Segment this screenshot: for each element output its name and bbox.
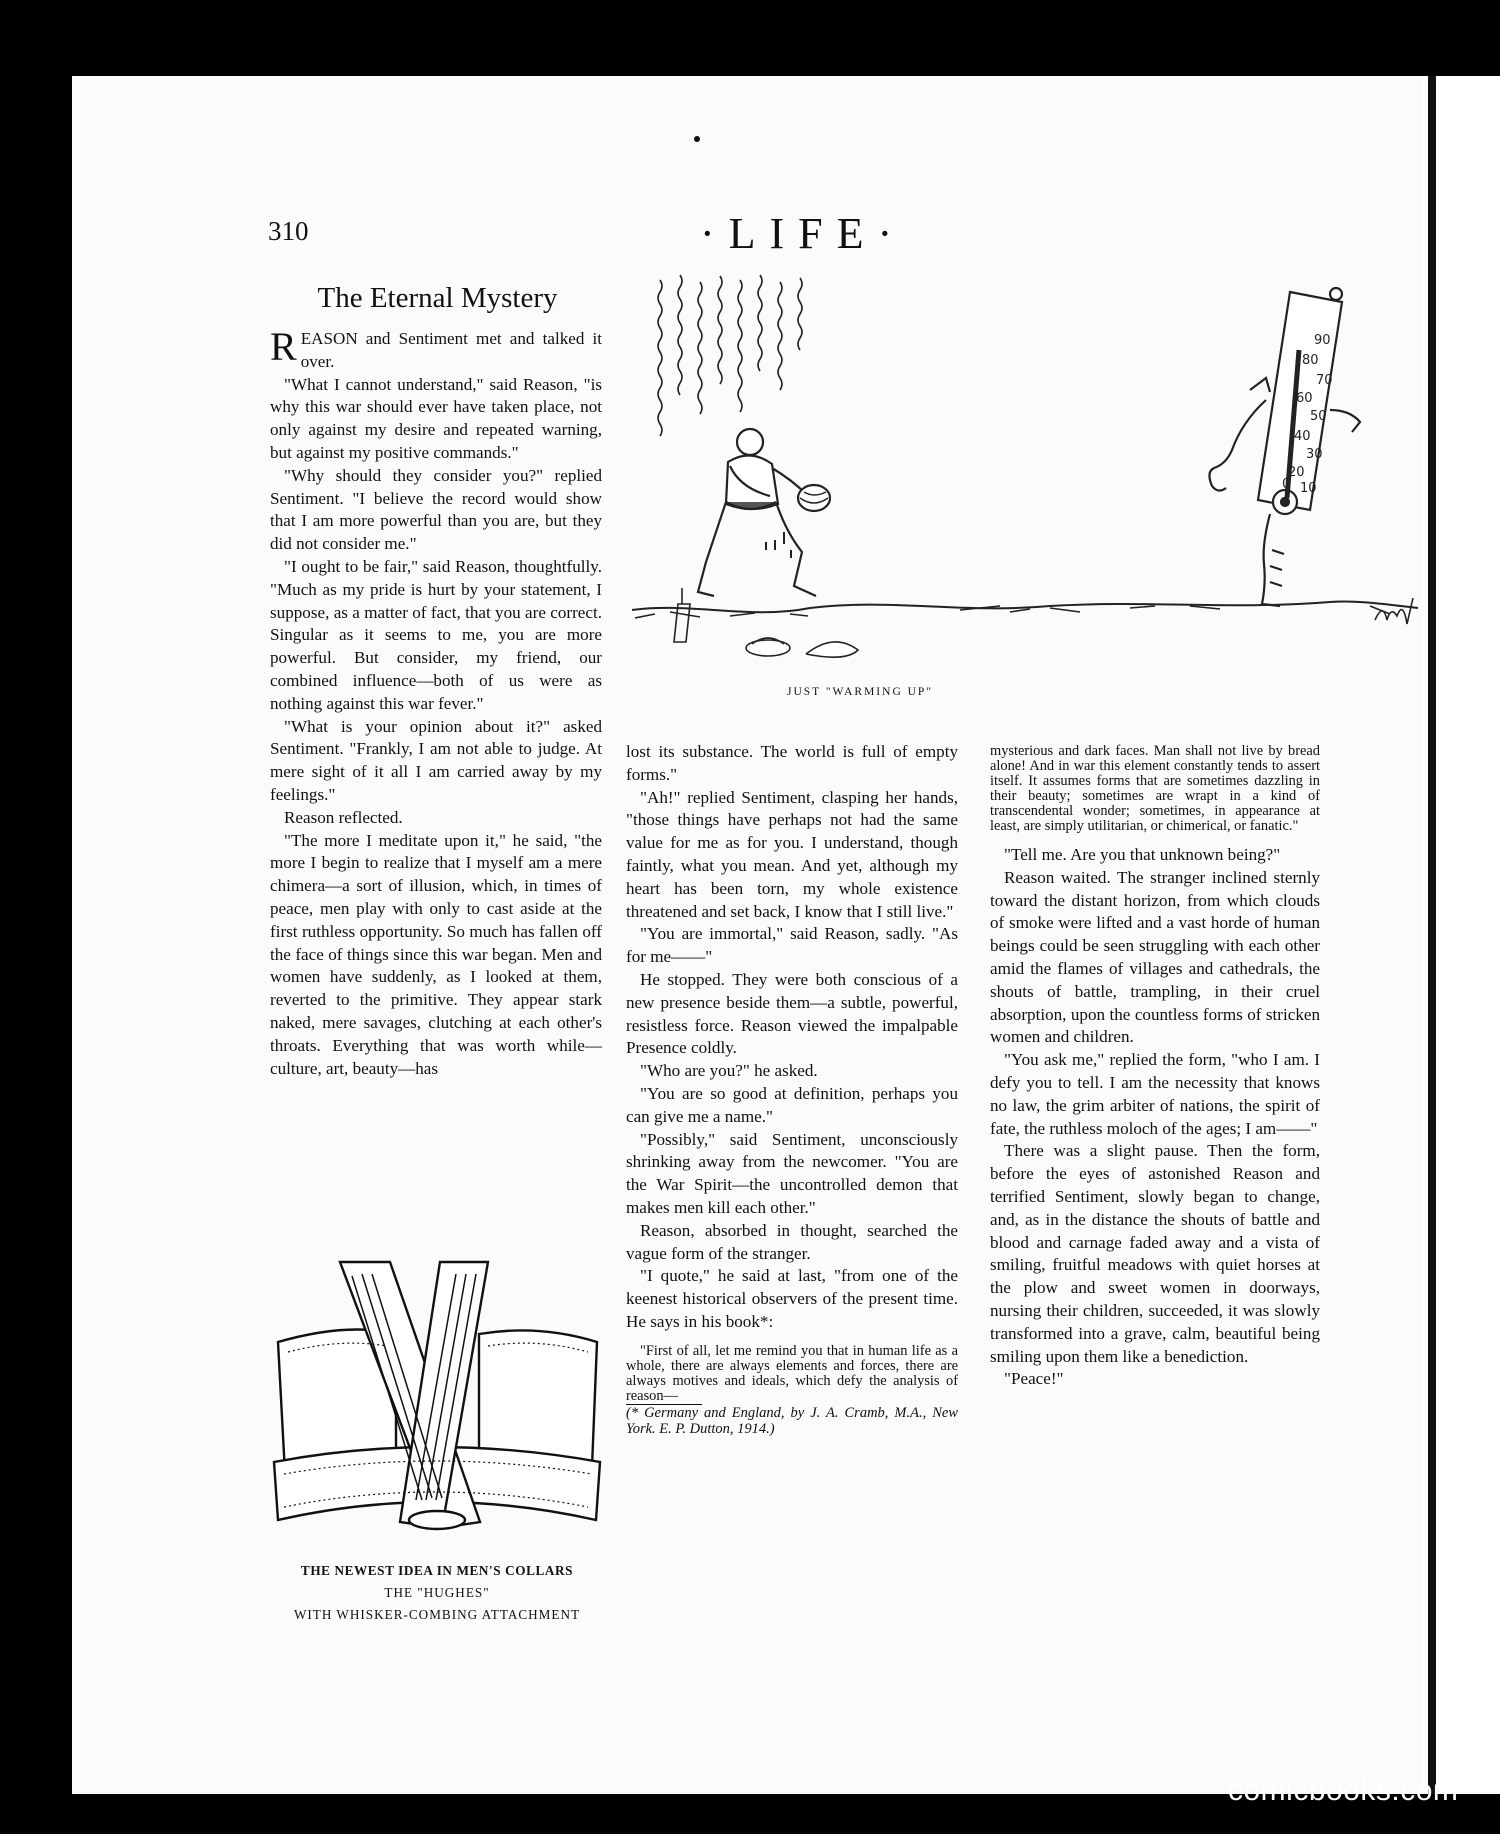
book-quote: "First of all, let me remind you that in human life as a whole, there are always elements and forces, there are always motives and ideals, which defy the analysis of reason— (626, 1342, 958, 1404)
drop-cap: R (270, 324, 297, 369)
article-column-1 (270, 324, 602, 1080)
article-paragraph: "Tell me. Are you that unknown being?" (1004, 845, 1281, 864)
article-paragraph: "Ah!" replied Sentiment, clasping her hands, "those things have perhaps not had the same value for me as for you. I understand, though faintly, what you mean. And yet, although my heart has been torn, my whole existence threatened and set back, I know that I still live." (626, 787, 958, 921)
collar-caption-line-2: THE "HUGHES" (384, 1585, 490, 1600)
thermometer-figure (1209, 288, 1360, 606)
article-paragraph: There was a slight pause. Then the form, before the eyes of astonished Reason and terrified Sentiment, slowly began to change, and, as in the distance the shouts of battle and blood and carnage faded away and a vista of smiling, fruitful meadows with quiet horses at the plow and sweet women in doorways, nursing their children, succeeded, it was slowly transformed into a grave, calm, beautiful being smiling upon them like a benediction. (990, 1141, 1320, 1366)
heat-waves-icon (658, 275, 802, 436)
svg-text:40: 40 (1294, 429, 1311, 444)
collar-caption (262, 1560, 612, 1626)
article-paragraph: "What is your opinion about it?" asked Sentiment. "Frankly, I am not able to judge. At mere sight of it all I am carried away by my feelings." (270, 716, 602, 804)
article-paragraph: Reason reflected. (284, 807, 403, 827)
binding-line (1428, 76, 1436, 1794)
article-paragraph: He stopped. They were both conscious of a new presence beside them—a subtle, powerful, resistless force. Reason viewed the impalpable Presence coldly. (626, 969, 958, 1058)
svg-text:90: 90 (1314, 333, 1331, 348)
print-dot (694, 136, 700, 142)
article-column-2 (626, 741, 958, 1437)
article-paragraph: "The more I meditate upon it," he said, "the more I begin to realize that I myself am a mere chimera—a sort of illusion, which, in times of peace, men play with only to cast aside at the first ruthless opportunity. So much has fallen off the face of things since this war began. Men and women have suddenly, as I looked at them, reverted to the primitive. They appear stark naked, mere savages, clutching at each other's throats. Everything that was worth while—culture, art, beauty—has (270, 830, 602, 1078)
cartoon-caption: JUST "WARMING UP" (786, 686, 934, 698)
collar-illustration (270, 1252, 605, 1552)
article-paragraph: "What I cannot understand," said Reason, "is why this war should ever have taken place, not only against my desire and repeated warning, but against my positive commands." (270, 374, 602, 462)
article-paragraph: "I ought to be fair," said Reason, thoughtfully. "Much as my pride is hurt by your statement, I suppose, as a matter of fact, that you are correct. Singular as it seems to me, you are more powerful. But consider, my friend, our combined influence—both of us were as nothing against this war fever." (270, 556, 602, 713)
article-paragraph: "Why should they consider you?" replied Sentiment. "I believe the record would show that I am more powerful than you are, but they did not consider me." (270, 465, 602, 554)
svg-text:0: 0 (1282, 477, 1291, 492)
adjacent-page-edge (1422, 76, 1500, 1794)
book-quote-continued: mysterious and dark faces. Man shall not live by bread alone! And in war this element constantly tends to assert itself. It assumes forms that are sometimes dazzling in their beauty; sometimes are wrapt in a kind of transcendental wonder; sometimes, in appearance at least, are simply utilitarian, or chimerical, or fanatic." (990, 743, 1320, 834)
ground-line (632, 602, 1418, 613)
watermark: comicbooks.com (1228, 1774, 1459, 1807)
collar-button-icon (409, 1511, 465, 1529)
svg-text:60: 60 (1296, 391, 1313, 406)
svg-text:50: 50 (1310, 409, 1327, 424)
article-paragraph: "Who are you?" he asked. (640, 1061, 818, 1081)
svg-text:30: 30 (1306, 447, 1323, 462)
page-number: 310 (268, 216, 309, 246)
svg-text:80: 80 (1302, 353, 1319, 368)
article-paragraph: "You are immortal," said Reason, sadly. "As for me——" (626, 924, 958, 967)
article-paragraph: "Peace!" (1004, 1369, 1064, 1389)
pie-on-ground-icon (746, 640, 790, 656)
svg-text:10: 10 (1300, 481, 1317, 496)
artist-signature (1375, 598, 1413, 624)
collar-caption-line-1: THE NEWEST IDEA IN MEN'S COLLARS (300, 1563, 574, 1578)
article-title: The Eternal Mystery (317, 282, 558, 314)
svg-text:70: 70 (1316, 373, 1333, 388)
article-paragraph: Reason, absorbed in thought, searched the vague form of the stranger. (626, 1220, 958, 1263)
cartoon-illustration (630, 270, 1420, 680)
masthead: ·LIFE· (700, 209, 907, 258)
article-paragraph: "I quote," he said at last, "from one of the keenest historical observers of the present time. He says in his book*: (626, 1266, 958, 1331)
article-paragraph: Reason waited. The stranger inclined sternly toward the distant horizon, from which clouds of smoke were lifted and a vast horde of human beings could be seen struggling with each other amid the flames of villages and cathedrals, the shouts of battle, trampling, in their cruel absorption, upon the countless forms of stricken women and children. (990, 867, 1320, 1047)
pie-icon (798, 485, 830, 511)
article-column-3 (990, 744, 1320, 1391)
footnote: (* Germany and England, by J. A. Cramb, M.A., New York. E. P. Dutton, 1914.) (626, 1404, 958, 1437)
article-paragraph: "Possibly," said Sentiment, unconsciously shrinking away from the newcomer. "You are the War Spirit—the uncontrolled demon that makes men kill each other." (626, 1129, 958, 1217)
collar-caption-line-3: WITH WHISKER-COMBING ATTACHMENT (293, 1607, 581, 1622)
pitcher-figure (698, 429, 816, 596)
article-paragraph: lost its substance. The world is full of empty forms." (626, 742, 958, 784)
article-paragraph: "You are so good at definition, perhaps you can give me a name." (626, 1083, 958, 1126)
svg-text:20: 20 (1288, 465, 1305, 480)
article-paragraph: REASON and Sentiment met and talked it over. (270, 324, 602, 371)
thermometer-icon (1258, 288, 1342, 514)
article-paragraph: "You ask me," replied the form, "who I am. I defy you to tell. I am the necessity that knows no law, the grim arbiter of nations, the spirit of fate, the ruthless moloch of the ages; I am——" (990, 1050, 1320, 1138)
